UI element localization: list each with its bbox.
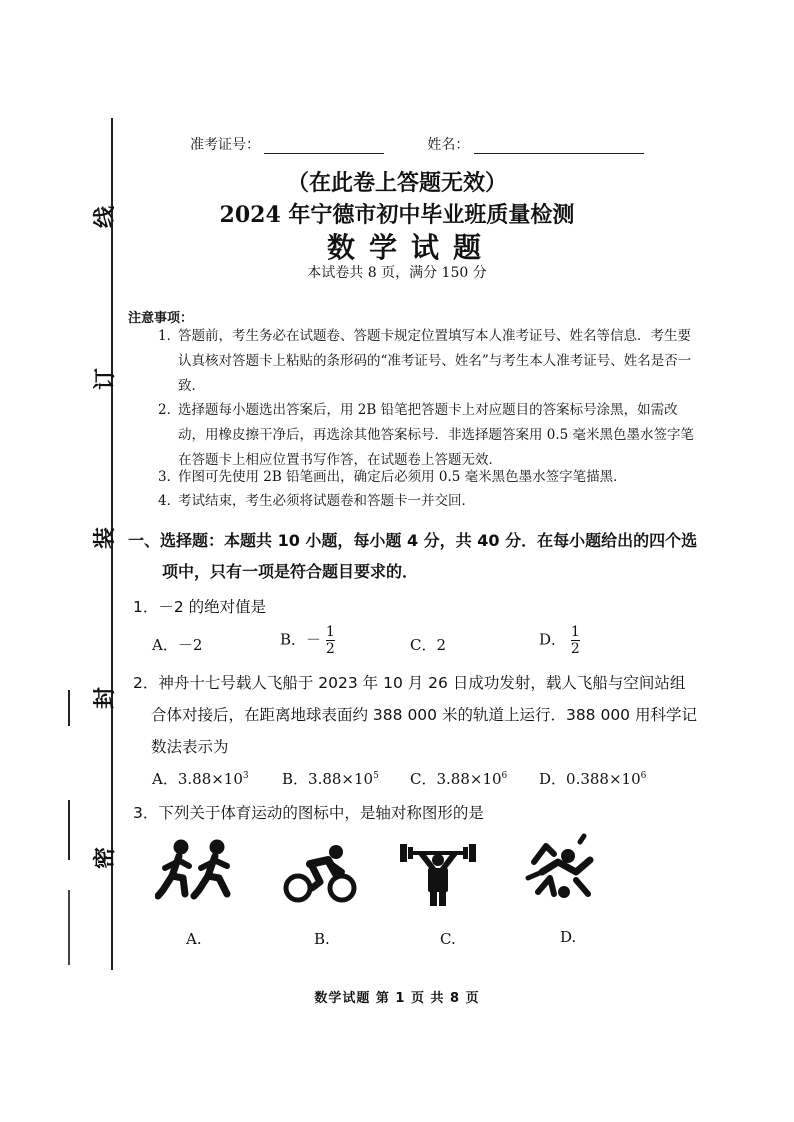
- option-exponent: 6: [640, 771, 647, 781]
- name-label: 姓名：: [427, 137, 470, 153]
- note-item: [158, 489, 698, 514]
- exam-number-label: 准考证号：: [190, 137, 260, 153]
- q3-option-b-label: B.: [314, 930, 330, 948]
- invalid-notice: （在此卷上答题无效）: [286, 171, 507, 196]
- q1-option-b-prefix: B．－: [280, 630, 322, 649]
- note-number: 2．: [158, 402, 181, 418]
- option-base: A．3.88×10: [152, 770, 243, 788]
- q1-option-b: [280, 624, 335, 657]
- q2-stem-line2: 合体对接后，在距离地球表面约 388 000 米的轨道上运行．388 000 用科学记: [151, 706, 697, 724]
- exam-number-field[interactable]: [264, 139, 384, 154]
- note-text: 答题前，考生务必在试题卷、答题卡规定位置填写本人准考证号、姓名等信息．考生要认真核对答题卡上粘贴的条形码的“准考证号、姓名”与考生本人准考证号、姓名是否一致．: [178, 328, 692, 394]
- fraction-numerator: 1: [325, 624, 335, 640]
- option-base: C．3.88×10: [410, 770, 502, 788]
- binding-char-mi: 密: [92, 846, 115, 873]
- subject-title: 数学试题: [326, 231, 495, 264]
- fraction-denominator: 2: [325, 641, 335, 657]
- q3-option-d-label: D.: [560, 928, 577, 946]
- cycling-icon: [282, 844, 358, 904]
- note-text: 考试结束，考生必须将试题卷和答题卡一并交回．: [178, 493, 475, 509]
- notes-heading: 注意事项：: [128, 311, 194, 326]
- option-exponent: 6: [501, 771, 508, 781]
- note-item: [158, 465, 698, 490]
- q1-option-c: C．2: [410, 636, 447, 654]
- q1-stem: 1．－2 的绝对值是: [133, 598, 267, 616]
- running-icon: [155, 838, 237, 904]
- binding-char-ding: 订: [92, 367, 115, 394]
- fraction-numerator: 1: [570, 624, 580, 640]
- note-text: 选择题每小题选出答案后，用 2B 铅笔把答题卡上对应题目的答案标号涂黑，如需改动，用橡皮擦干净后，再选涂其他答案标号．非选择题答案用 0.5 毫米黑色墨水签字笔在答题卡上相应位置书写作答，在试题卷上答题无效．: [178, 402, 695, 468]
- judo-icon: [524, 832, 596, 906]
- q3-option-a-label: A.: [186, 930, 202, 948]
- fraction-denominator: 2: [570, 641, 580, 657]
- option-exponent: 5: [373, 771, 379, 781]
- q2-stem-line1: 2．神舟十七号载人飞船于 2023 年 10 月 26 日成功发射，载人飞船与空间站组: [133, 674, 686, 692]
- q2-option-a: [152, 768, 249, 789]
- binding-char-zhuang: 装: [92, 526, 115, 553]
- section-heading-line1: 一、选择题：本题共 10 小题，每小题 4 分，共 40 分．在每小题给出的四个选: [128, 531, 698, 550]
- note-number: 1．: [158, 328, 181, 344]
- exam-title: 2024 年宁德市初中毕业班质量检测: [219, 202, 575, 228]
- binding-char-feng: 封: [92, 686, 115, 713]
- option-base: D．0.388×10: [539, 770, 641, 788]
- binding-blank-1: [68, 690, 70, 726]
- q1-option-b-fraction: [326, 624, 335, 657]
- q3-stem: 3．下列关于体育运动的图标中，是轴对称图形的是: [133, 804, 484, 822]
- pages-info: 本试卷共 8 页，满分 150 分: [307, 265, 487, 281]
- binding-char-xian: 线: [92, 205, 115, 232]
- candidate-info-row: [190, 134, 644, 154]
- name-field[interactable]: [474, 139, 644, 154]
- q2-stem-line3: 数法表示为: [151, 738, 229, 756]
- binding-blank-2: [68, 800, 70, 860]
- note-item: [158, 398, 698, 473]
- q2-option-d: [539, 768, 646, 789]
- page-footer: 数学试题 第 1 页 共 8 页: [314, 991, 480, 1006]
- note-number: 3．: [158, 469, 181, 485]
- option-exponent: 3: [242, 771, 249, 781]
- note-text: 作图可先使用 2B 铅笔画出，确定后必须用 0.5 毫米黑色墨水签字笔描黑．: [178, 469, 627, 485]
- q2-option-b: [282, 768, 379, 789]
- q1-option-d: [539, 624, 580, 657]
- q1-option-d-prefix: D．: [539, 630, 567, 649]
- weightlifting-icon: [398, 838, 478, 906]
- note-item: [158, 324, 698, 399]
- q3-option-c-label: C.: [440, 930, 456, 948]
- section-heading-line2: 项中，只有一项是符合题目要求的．: [162, 562, 419, 581]
- q1-option-a: A．－2: [152, 636, 203, 654]
- binding-blank-3: [68, 890, 70, 965]
- note-number: 4．: [158, 493, 181, 509]
- option-base: B．3.88×10: [282, 770, 374, 788]
- section-heading: [128, 525, 697, 587]
- q1-option-d-fraction: [571, 624, 580, 657]
- q2-option-c: [410, 768, 507, 789]
